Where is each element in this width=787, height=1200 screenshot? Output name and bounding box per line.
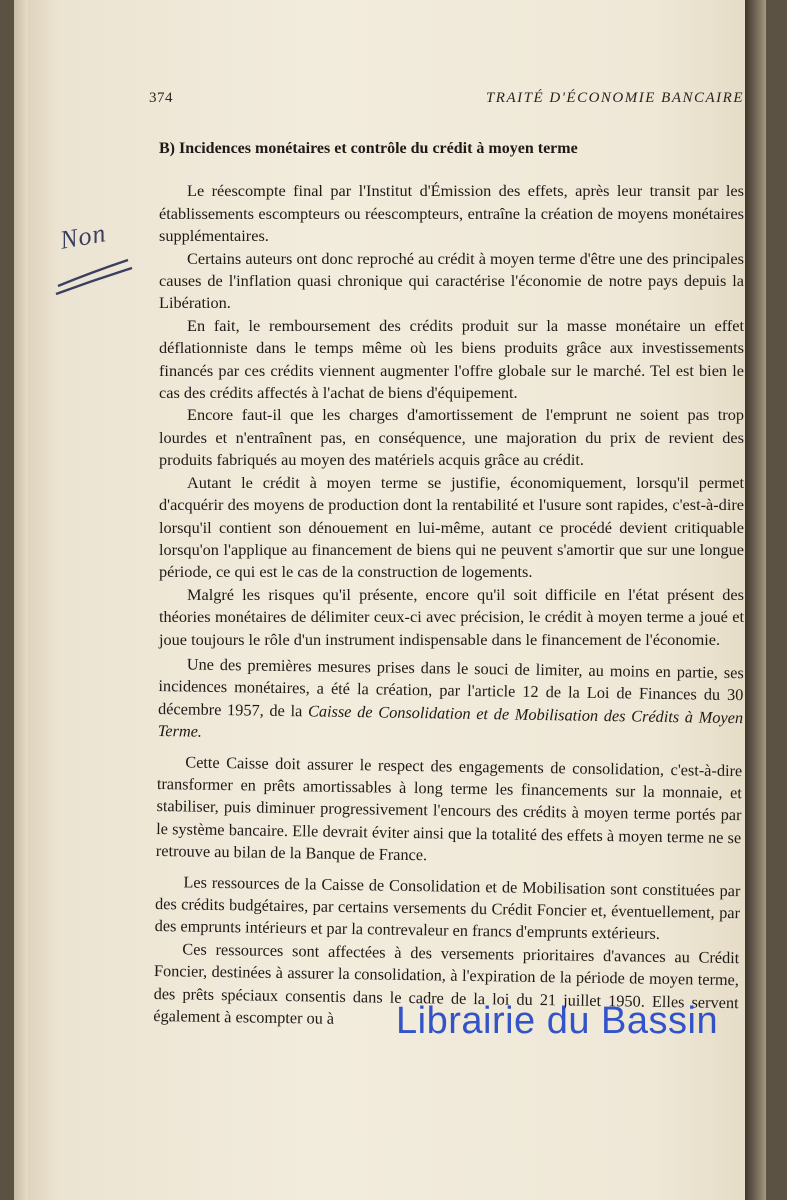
book-page [14, 0, 766, 1200]
page-gutter [14, 0, 28, 1200]
paragraph: Malgré les risques qu'il présente, encore qu'il soit difficile en l'état présent des théories monétaires de délimiter ceux-ci avec précision, le crédit à moyen terme a joué et joue toujours le rôle d'un instrument indispensable dans le financement de l'économie. [159, 584, 744, 649]
paragraph: Autant le crédit à moyen terme se justifie, économiquement, lorsqu'il permet d'acquérir des moyens de production dont la rentabilité et l'usure sont rapides, c'est-à-dire lorsqu'il contient son dénouement en lui-même, autant ce procédé devient critiquable lorsqu'on l'applique au financement de biens qui ne peuvent s'amortir que sur une longue période, ce qui est le cas de la construction de logements. [159, 472, 744, 582]
paragraph: Ces ressources sont affectées à des versements prioritaires d'avances au Crédit Foncier, destinées à assurer la consolidation, à l'expiration de la période de moyen terme, des prêts spéciaux consentis dans le cadre de la loi du 21 juillet 1950. Elles servent également à escompter ou à [153, 939, 740, 1028]
handwritten-note: Non [57, 218, 109, 255]
paragraph: Cette Caisse doit assurer le respect des engagements de consolidation, c'est-à-dire transformer en prêts amortissables à long terme les financements sur la monnaie, et stabiliser, puis diminuer progressivement l'encours des crédits à moyen terme portés par le système bancaire. Elle devrait éviter ainsi que la totalité des effets à moyen terme ne se retrouve au bilan de la Banque de France. [155, 751, 743, 865]
handwritten-strokes [52, 250, 136, 300]
paragraph-italic: Caisse de Consolidation et de Mobilisation des Crédits à Moyen Terme. [157, 701, 744, 741]
running-title: TRAITÉ D'ÉCONOMIE BANCAIRE [485, 90, 744, 106]
paragraph: En fait, le remboursement des crédits produit sur la masse monétaire un effet déflationniste dans le temps même où les biens produits grâce aux investissements financés par ces crédits viennent augmenter l'offre globale sur le marché. Tel est bien le cas des crédits affectés à l'achat de biens d'équipement. [159, 315, 744, 403]
page-number: 374 [149, 90, 173, 106]
page-body [153, 138, 744, 1028]
paragraph: Certains auteurs ont donc reproché au crédit à moyen terme d'être une des principales causes de l'inflation quasi chronique qui caractérise l'économie de notre pays depuis la Libération. [159, 248, 744, 313]
section-title: B) Incidences monétaires et contrôle du crédit à moyen terme [159, 140, 578, 157]
lower-block [153, 653, 744, 1037]
paragraph: Le réescompte final par l'Institut d'Émission des effets, après leur transit par les établissements escompteurs ou réescompteurs, entraîne la création de moyens monétaires supplémentaires. [159, 181, 744, 246]
paragraph-text: Une des premières mesures prises dans le souci de limiter, au moins en partie, ses incidences monétaires, a été la création, par l'article 12 de la Loi de Finances du 30 décembre 1957, de la [157, 654, 744, 721]
paragraph [158, 653, 744, 752]
watermark: Librairie du Bassin [396, 1000, 719, 1042]
paragraph: Les ressources de la Caisse de Consolidation et de Mobilisation sont constituées par des crédits budgétaires, par certains versements du Crédit Foncier et, éventuellement, par des emprunts intérieurs et par la contrevaleur en francs d'emprunts extérieurs. [154, 872, 741, 944]
paragraph: Encore faut-il que les charges d'amortissement de l'emprunt ne soient pas trop lourdes et n'entraînent pas, en conséquence, une majoration du prix de revient des produits fabriqués au moyen des matériels acquis grâce au crédit. [159, 405, 744, 470]
page-edge [745, 0, 766, 1200]
